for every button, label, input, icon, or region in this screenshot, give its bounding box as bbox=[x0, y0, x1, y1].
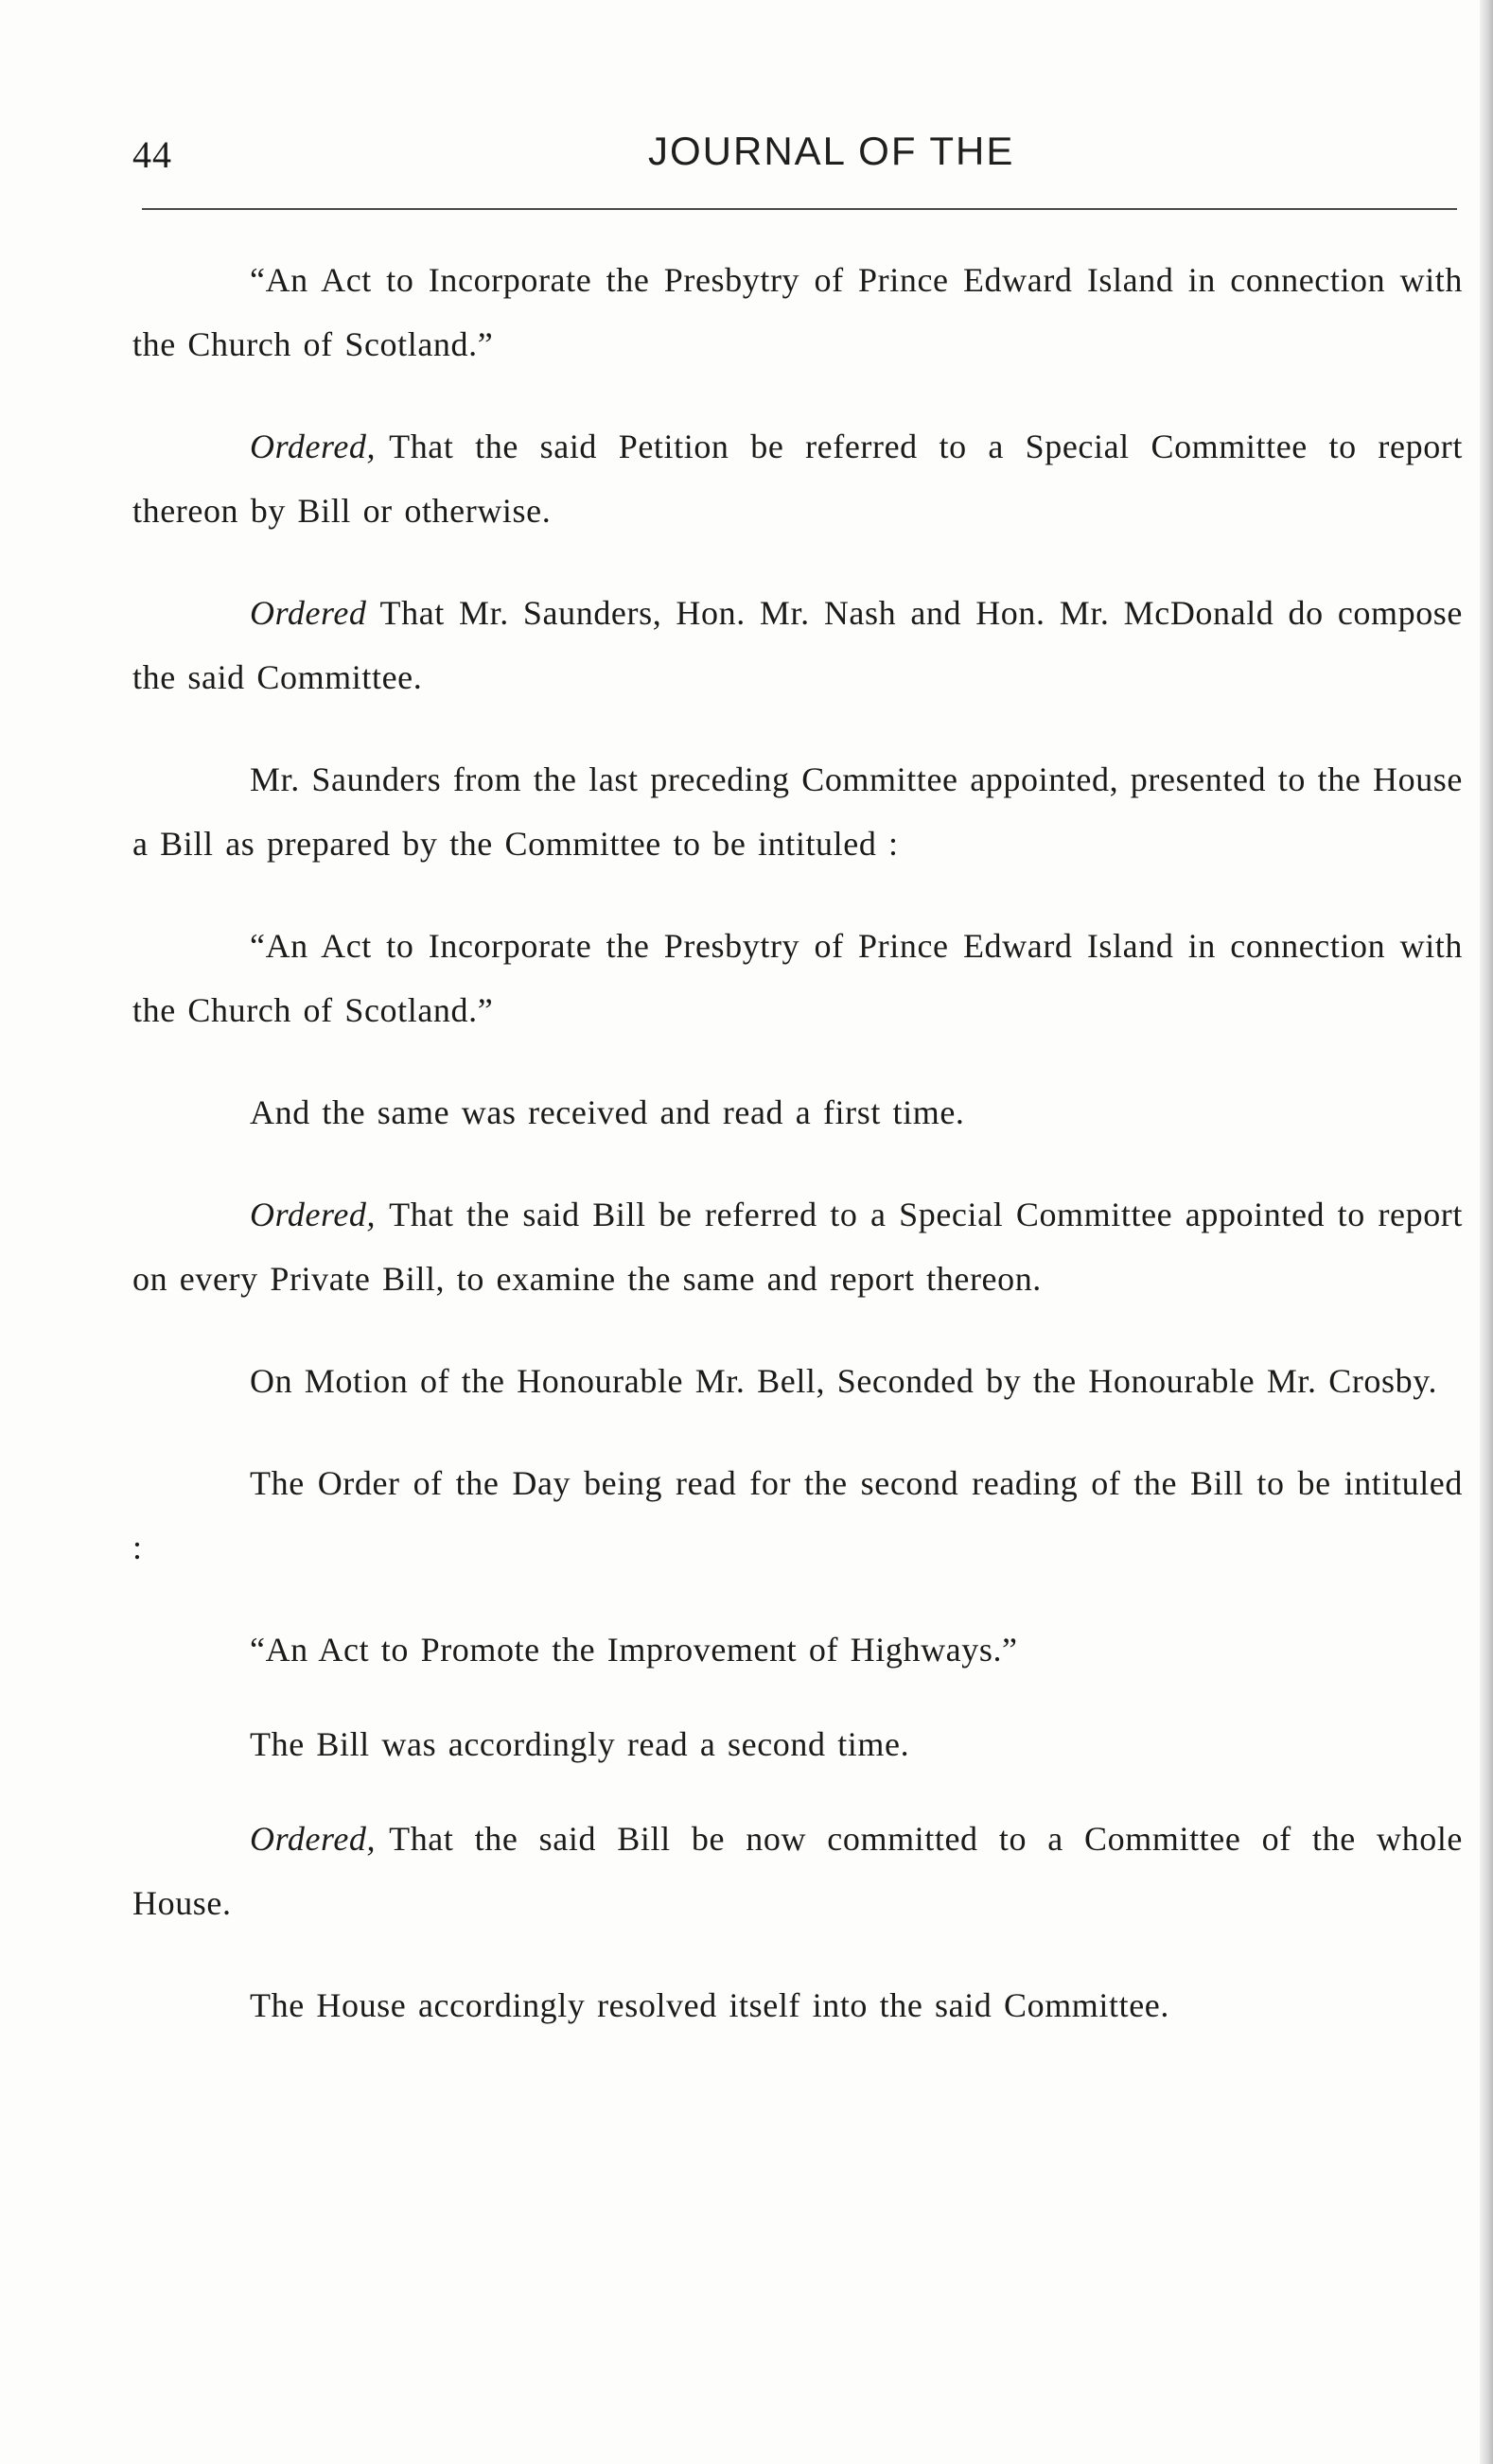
ordered-label: Ordered, bbox=[250, 1196, 377, 1233]
paragraph-ordered-private-bill bbox=[132, 1182, 1463, 1311]
paragraph-ordered-committee bbox=[132, 581, 1463, 709]
paragraph-text: “An Act to Promote the Improvement of Highways.” bbox=[250, 1631, 1018, 1669]
paragraph-bill-presented bbox=[132, 747, 1463, 876]
paragraph-text: That the said Petition be referred to a Special Committee to report thereon by Bill or otherwise. bbox=[132, 428, 1463, 530]
page-header bbox=[132, 129, 1457, 189]
paragraph-text: That Mr. Saunders, Hon. Mr. Nash and Hon. Mr. McDonald do compose the said Committee. bbox=[132, 594, 1463, 696]
paragraph-motion bbox=[132, 1349, 1463, 1413]
paragraph-order-of-day bbox=[132, 1451, 1463, 1580]
paragraph-text: The House accordingly resolved itself into the said Committee. bbox=[250, 1986, 1169, 2024]
paragraph-second-reading bbox=[132, 1712, 1463, 1776]
paragraph-text: The Order of the Day being read for the second reading of the Bill to be intituled : bbox=[132, 1464, 1463, 1566]
paragraph-text: “An Act to Incorporate the Presbytry of Prince Edward Island in connection with the Church of Scotland.” bbox=[132, 927, 1463, 1029]
paragraph-text: “An Act to Incorporate the Presbytry of Prince Edward Island in connection with the Church of Scotland.” bbox=[132, 261, 1463, 363]
paragraph-text: The Bill was accordingly read a second time. bbox=[250, 1725, 910, 1763]
page-number: 44 bbox=[132, 133, 172, 176]
journal-body bbox=[132, 248, 1463, 2075]
paragraph-text: Mr. Saunders from the last preceding Committee appointed, presented to the House a Bill as prepared by the Committee to be intituled : bbox=[132, 760, 1463, 863]
paragraph-first-reading bbox=[132, 1080, 1463, 1145]
paragraph-act-title bbox=[132, 248, 1463, 376]
ordered-label: Ordered, bbox=[250, 1820, 377, 1858]
paragraph-text: On Motion of the Honourable Mr. Bell, Seconded by the Honourable Mr. Crosby. bbox=[250, 1362, 1438, 1400]
paragraph-ordered-whole-house bbox=[132, 1807, 1463, 1935]
paragraph-resolved bbox=[132, 1973, 1463, 2037]
paragraph-text: That the said Bill be referred to a Special Committee appointed to report on every Private Bill, to examine the same and report thereon. bbox=[132, 1196, 1463, 1298]
paragraph-ordered-petition bbox=[132, 414, 1463, 543]
page-edge-shadow bbox=[1480, 0, 1493, 2464]
header-rule bbox=[142, 208, 1457, 210]
paragraph-text: That the said Bill be now committed to a Committee of the whole House. bbox=[132, 1820, 1463, 1922]
ordered-label: Ordered, bbox=[250, 428, 377, 465]
paragraph-act-title-repeat bbox=[132, 914, 1463, 1042]
paragraph-text: And the same was received and read a first time. bbox=[250, 1093, 965, 1131]
running-head: JOURNAL OF THE bbox=[648, 129, 1015, 173]
paragraph-highways-act bbox=[132, 1617, 1463, 1682]
ordered-label: Ordered bbox=[250, 594, 367, 632]
